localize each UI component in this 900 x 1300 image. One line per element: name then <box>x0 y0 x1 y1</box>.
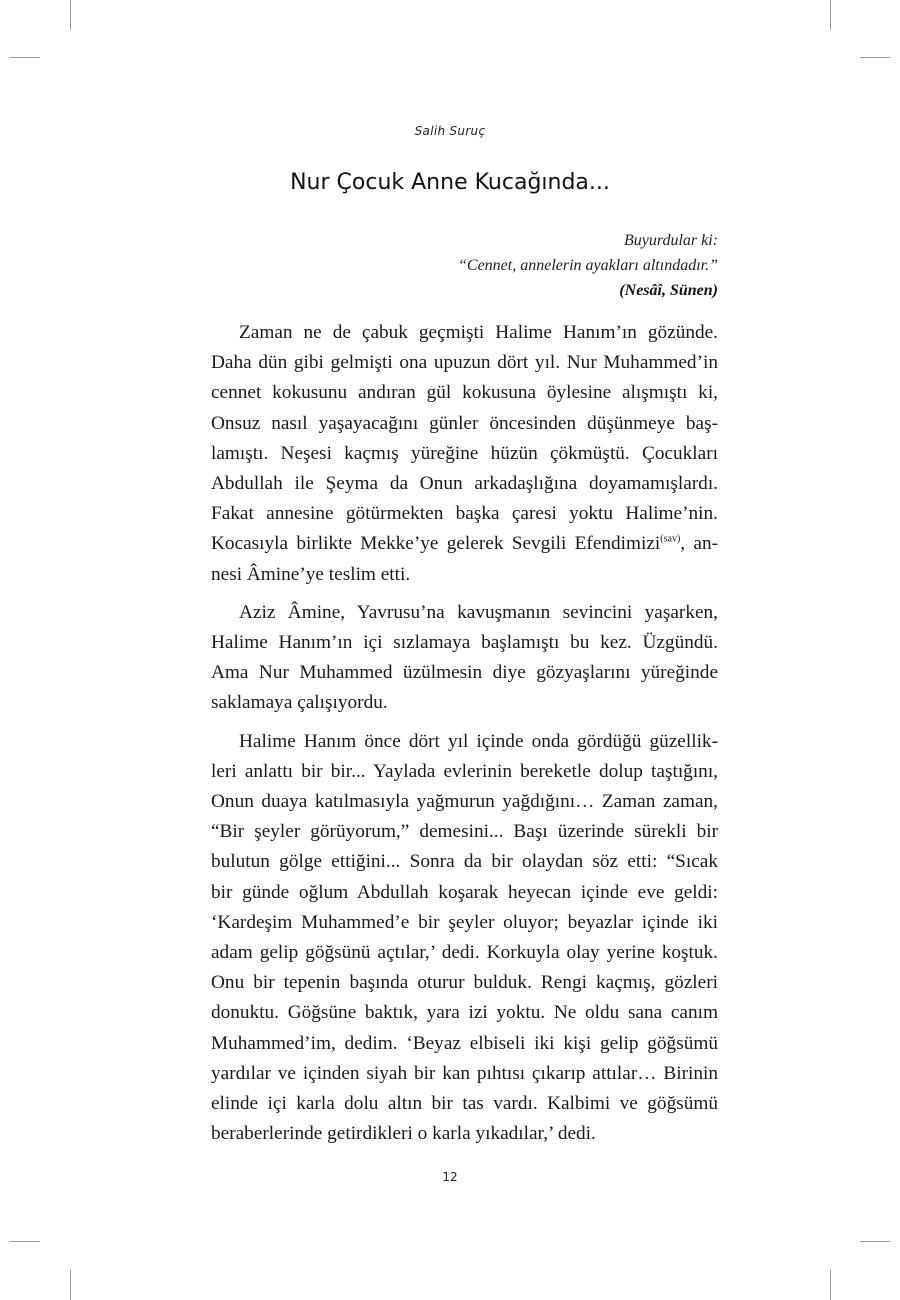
epigraph-quote: “Cennet, annelerin ayakları altındadır.” <box>458 257 718 274</box>
paragraph-line: Aziz Âmine, Yavrusu’na kavuşmanın sevincini yaşarken, <box>239 601 718 623</box>
paragraph-line: Halime Hanım’ın içi sızlamaya başlamıştı bu kez. Üzgündü. <box>211 632 718 654</box>
paragraph-line: saklamaya çalışıyordu. <box>211 692 388 714</box>
epigraph <box>218 228 718 303</box>
paragraph-1 <box>183 318 718 590</box>
paragraph-line: donuktu. Göğsüne baktık, yara izi yoktu. Ne oldu sana canım <box>211 1002 718 1024</box>
line-text: Kocasıyla birlikte Mekke’ye gelerek Sevgili Efendimizi <box>211 533 661 555</box>
paragraph-line: leri anlattı bir bir... Yaylada evlerinin bereketle dolup taştığını, <box>211 760 718 782</box>
salutation-note: (sav) <box>660 534 681 545</box>
chapter-title: Nur Çocuk Anne Kucağında... <box>290 170 610 195</box>
crop-mark-bottom-left <box>70 1270 71 1300</box>
paragraph-line: Abdullah ile Şeyma da Onun arkadaşlığına doyamamışlardı. <box>211 473 718 495</box>
crop-mark-right-top <box>860 57 890 58</box>
line-text: , an- <box>680 533 718 555</box>
paragraph-line: “Bir şeyler görüyorum,” demesini... Başı üzerinde sürekli bir <box>211 821 718 843</box>
crop-mark-top-right <box>830 0 831 30</box>
paragraph-line: Muhammed’im, dedim. ‘Beyaz elbiseli iki kişi gelip göğsümü <box>211 1032 718 1054</box>
paragraph-line: lamıştı. Neşesi kaçmış yüreğine hüzün çökmüştü. Çocukları <box>211 442 718 464</box>
paragraph-line: cennet kokusunu andıran gül kokusuna öylesine alışmıştı ki, <box>211 382 718 404</box>
crop-mark-top-left <box>70 0 71 30</box>
paragraph-3 <box>183 727 718 1150</box>
paragraph-line: bulutun gölge ettiğini... Sonra da bir olaydan söz etti: “Sıcak <box>211 851 718 873</box>
paragraph-line <box>183 529 718 559</box>
paragraph-line: Zaman ne de çabuk geçmişti Halime Hanım’ın gözünde. <box>239 322 718 343</box>
crop-mark-bottom-right <box>830 1270 831 1300</box>
paragraph-line: elinde içi karla dolu altın bir tas vardı. Kalbimi ve göğsümü <box>211 1093 718 1115</box>
paragraph-line: Onu bir tepenin başında oturur bulduk. Rengi kaçmış, gözleri <box>211 972 718 994</box>
paragraph-line: beraberlerinde getirdikleri o karla yıkadılar,’ dedi. <box>211 1123 596 1145</box>
paragraph-line: Daha dün gibi gelmişti ona upuzun dört yıl. Nur Muhammed’in <box>211 352 718 374</box>
paragraph-line: ‘Kardeşim Muhammed’e bir şeyler oluyor; beyazlar içinde iki <box>211 911 718 933</box>
crop-mark-left-top <box>10 57 40 58</box>
running-header-author: Salih Suruç <box>414 124 486 138</box>
paragraph-line: Ama Nur Muhammed üzülmesin diye gözyaşlarını yüreğinde <box>211 662 718 684</box>
epigraph-intro: Buyurdular ki: <box>623 232 718 249</box>
epigraph-source: (Nesâî, Sünen) <box>619 282 718 299</box>
paragraph-line: nesi Âmine’ye teslim etti. <box>211 563 411 585</box>
body-text <box>183 318 718 1157</box>
paragraph-line: Onun duaya katılmasıyla yağmurun yağdığını… Zaman zaman, <box>211 791 718 813</box>
paragraph-2 <box>183 598 718 719</box>
paragraph-line: Onsuz nasıl yaşayacağını günler öncesinden düşünmeye baş- <box>211 412 718 434</box>
page-number: 12 <box>442 1170 458 1184</box>
paragraph-line: yardılar ve içinden siyah bir kan pıhtısı çıkarıp attılar… Birinin <box>211 1062 718 1084</box>
crop-mark-right-bottom <box>860 1241 890 1242</box>
paragraph-line: Halime Hanım önce dört yıl içinde onda gördüğü güzellik- <box>239 730 718 752</box>
crop-mark-left-bottom <box>10 1241 40 1242</box>
paragraph-line: Fakat annesine götürmekten başka çaresi yoktu Halime’nin. <box>211 503 718 525</box>
paragraph-line: adam gelip göğsünü açtılar,’ dedi. Korkuyla olay yerine koştuk. <box>211 942 718 964</box>
paragraph-line: bir günde oğlum Abdullah koşarak heyecan içinde eve geldi: <box>211 881 718 903</box>
